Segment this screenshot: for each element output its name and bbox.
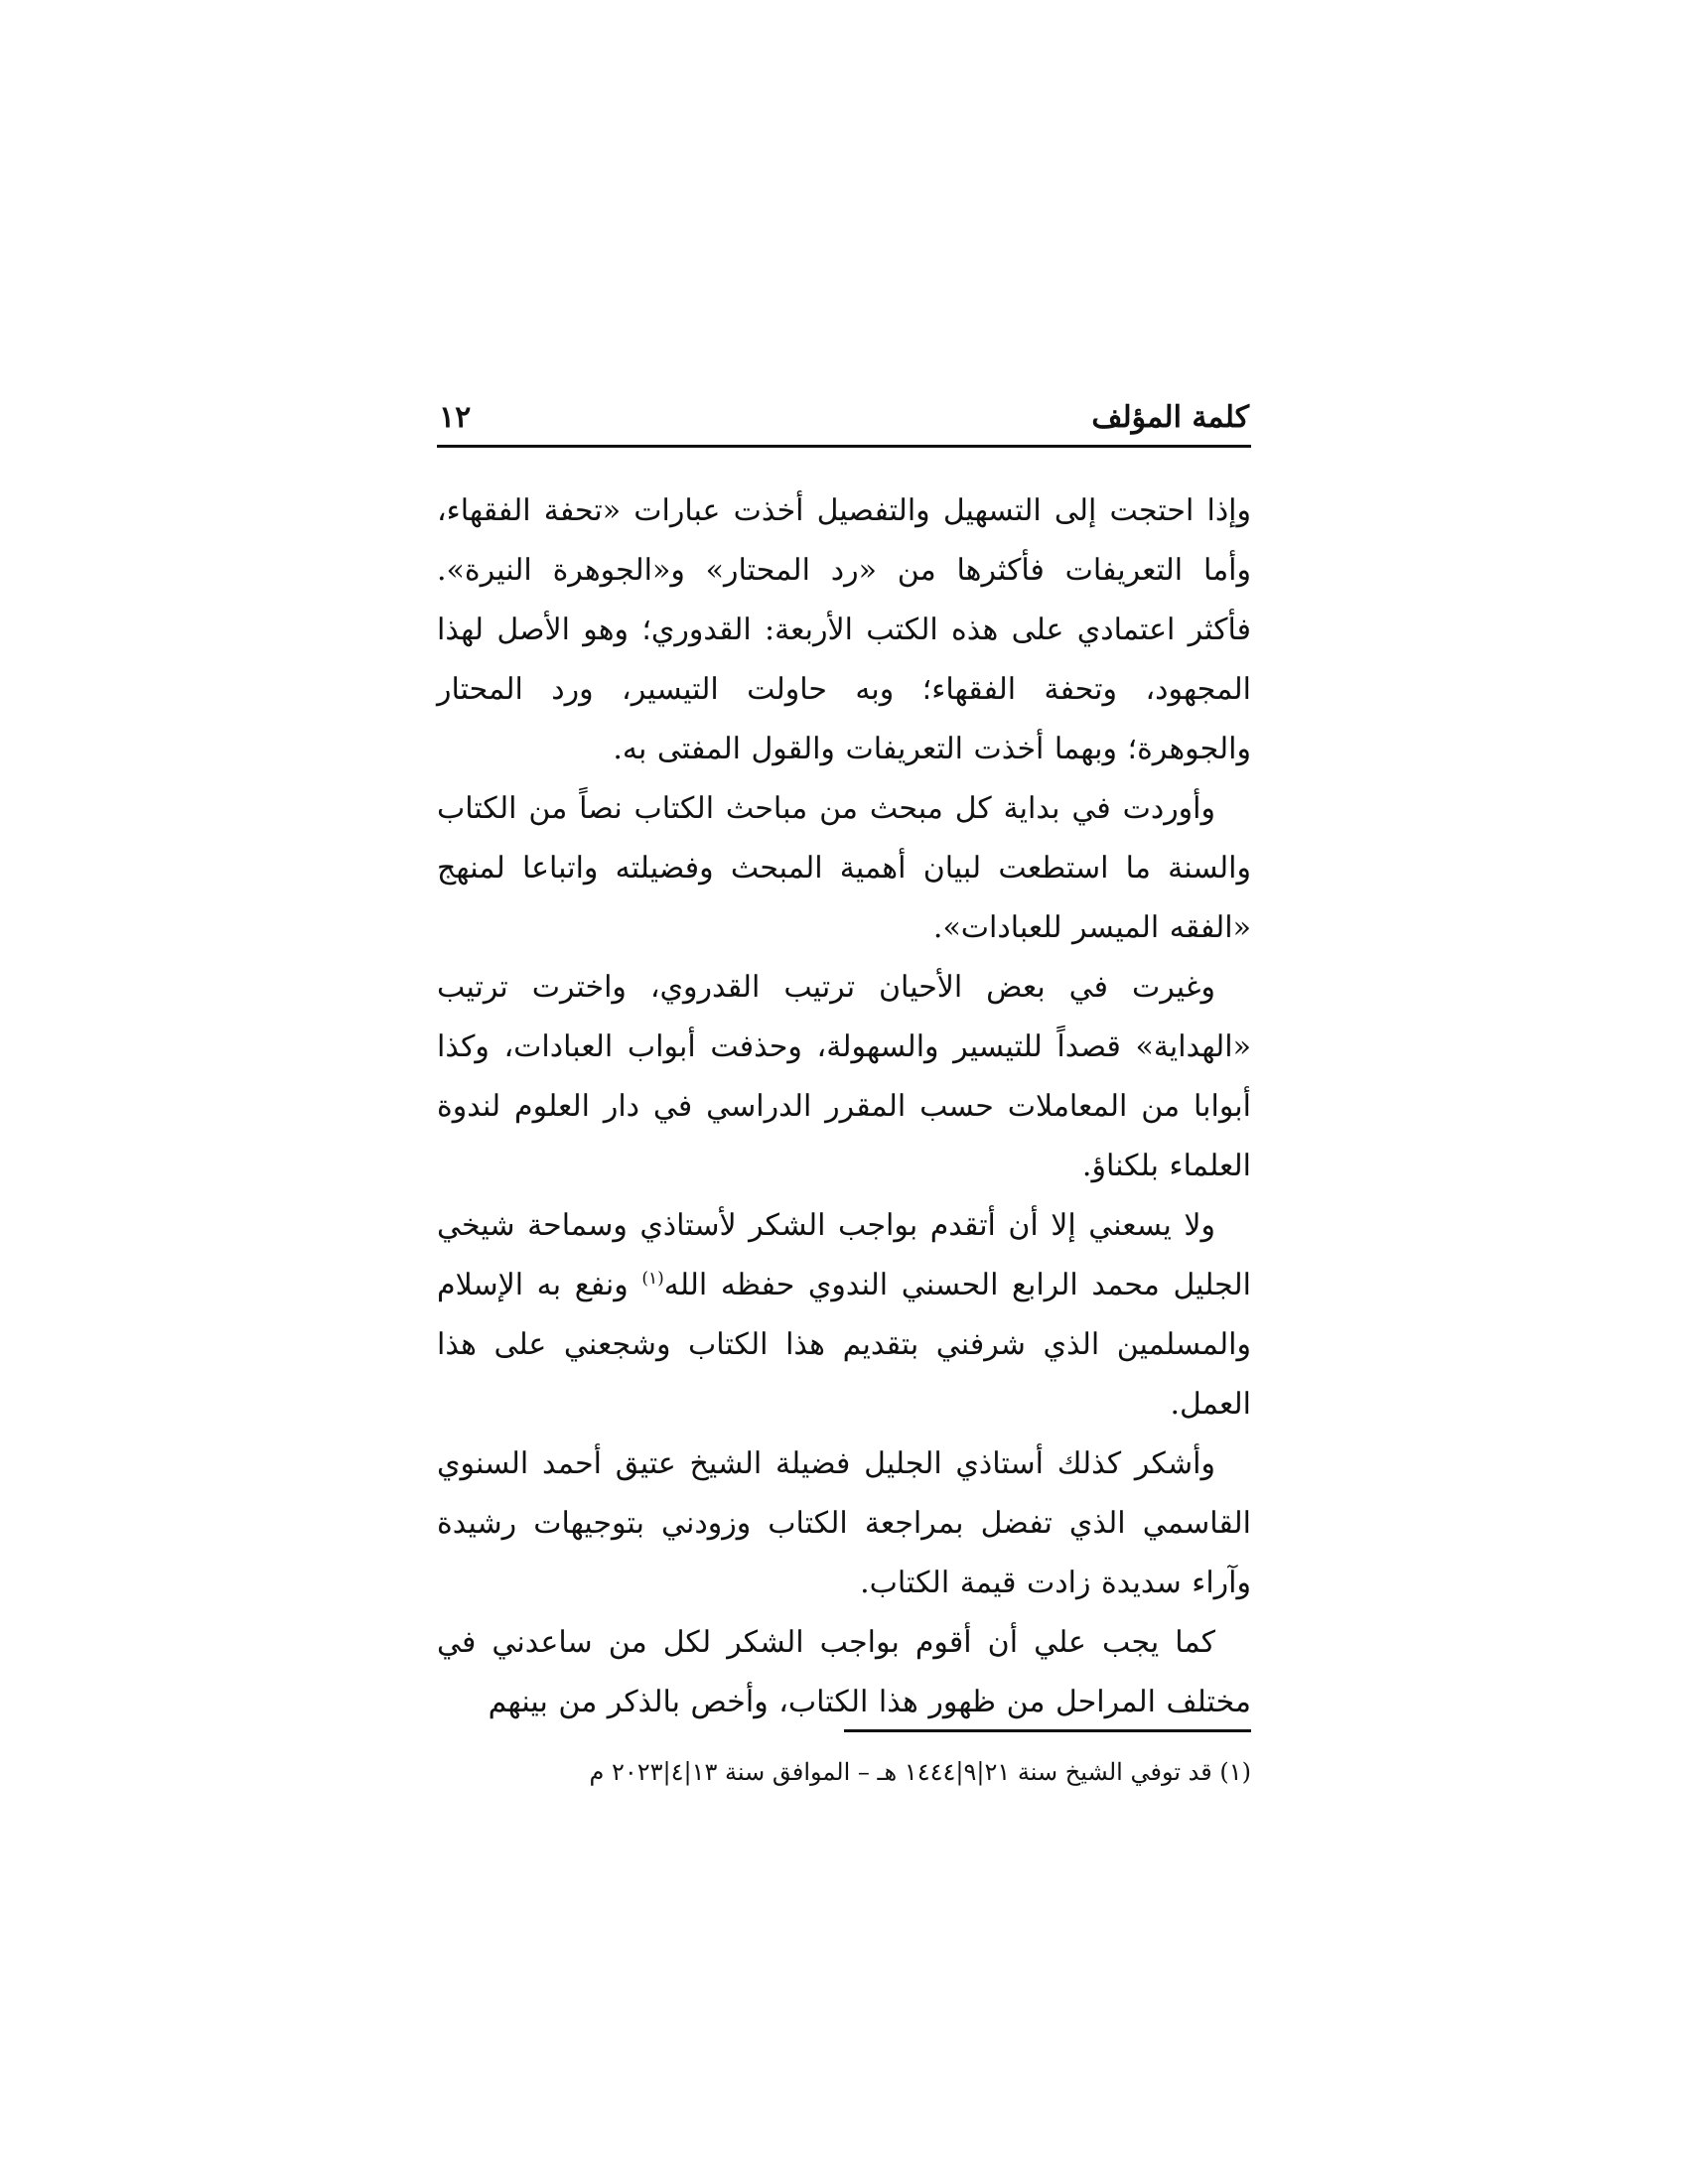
paragraph-1: وإذا احتجت إلى التسهيل والتفصيل أخذت عبارات «تحفة الفقهاء، وأما التعريفات فأكثرها من «رد المحتار» و«الجوهرة النيرة». فأكثر اعتمادي على هذه الكتب الأربعة: القدوري؛ وهو الأصل لهذا المجهود، وتحفة الفقهاء؛ وبه حاولت التيسير، ورد المحتار والجوهرة؛ وبهما أخذت التعريفات والقول المفتى به. — [437, 493, 1251, 766]
paragraph-4 — [437, 1196, 1251, 1434]
paragraph-6: كما يجب علي أن أقوم بواجب الشكر لكل من ساعدني في مختلف المراحل من ظهور هذا الكتاب، وأخص بالذكر من بينهم — [437, 1625, 1251, 1719]
header-title: كلمة المؤلف — [1091, 400, 1249, 435]
footnote-1: (١) قد توفي الشيخ سنة ٢١|٩|١٤٤٤ هـ – الموافق سنة ١٣|٤|٢٠٢٣ م — [589, 1758, 1251, 1786]
footnote-reference[interactable]: (١) — [641, 1269, 664, 1289]
body-text — [437, 481, 1251, 1732]
footnote-area — [437, 1729, 1251, 1792]
page-number: ١٢ — [439, 400, 472, 435]
paragraph-3: وغيرت في بعض الأحيان ترتيب القدروي، واخترت ترتيب «الهداية» قصداً للتيسير والسهولة، وحذفت أبواب العبادات، وكذا أبوابا من المعاملات حسب المقرر الدراسي في دار العلوم لندوة العلماء بلكناؤ. — [437, 970, 1251, 1183]
paragraph-4-text-b: ونفع به الإسلام والمسلمين الذي شرفني بتقديم هذا الكتاب وشجعني على هذا العمل. — [437, 1268, 1251, 1422]
book-page — [437, 377, 1251, 1732]
header-rule — [437, 445, 1251, 448]
running-header — [437, 377, 1251, 445]
paragraph-4-text-a: ولا يسعني إلا أن أتقدم بواجب الشكر لأستاذي وسماحة شيخي الجليل محمد الرابع الحسني الندوي حفظه الله — [437, 1208, 1252, 1302]
paragraph-2: وأوردت في بداية كل مبحث من مباحث الكتاب نصاً من الكتاب والسنة ما استطعت لبيان أهمية المبحث وفضيلته واتباعا لمنهج «الفقه الميسر للعبادات». — [437, 791, 1251, 945]
paragraph-5: وأشكر كذلك أستاذي الجليل فضيلة الشيخ عتيق أحمد السنوي القاسمي الذي تفضل بمراجعة الكتاب وزودني بتوجيهات رشيدة وآراء سديدة زادت قيمة الكتاب. — [437, 1446, 1251, 1600]
